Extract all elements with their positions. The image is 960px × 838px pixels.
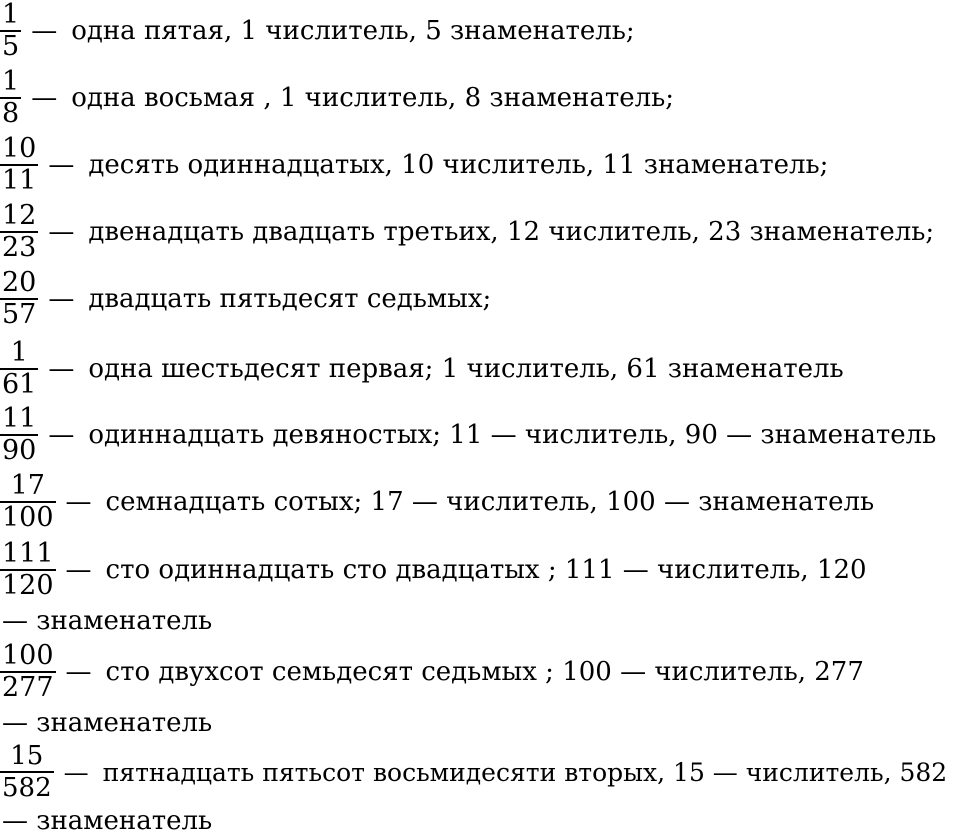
dash: —: [31, 83, 58, 113]
dash: —: [65, 657, 92, 687]
denominator: 23: [2, 232, 37, 263]
fraction-description: двадцать пятьдесят седьмых;: [88, 284, 492, 314]
dash: —: [48, 217, 75, 247]
numerator: 10: [2, 133, 37, 164]
fraction-row: [0, 201, 934, 263]
fraction-description: сто одиннадцать сто двадцатых ; 111 — числитель, 120: [105, 555, 867, 585]
fraction: [0, 67, 21, 129]
fraction-description: одна пятая, 1 числитель, 5 знаменатель;: [71, 16, 635, 46]
fraction-row: [0, 741, 947, 803]
fraction: [0, 641, 56, 703]
denominator: 120: [2, 570, 54, 601]
fraction: [0, 134, 38, 196]
fraction-description: пятнадцать пятьсот восьмидесяти вторых, 15 — числитель, 582: [102, 757, 948, 787]
fraction-row: [0, 539, 867, 601]
line-continuation: — знаменатель: [2, 806, 213, 836]
fraction-row: [0, 67, 674, 129]
dash: —: [48, 354, 75, 384]
fraction-row: [0, 641, 864, 703]
fraction-row: [0, 134, 828, 196]
dash: —: [65, 555, 92, 585]
fraction-description: одна восьмая , 1 числитель, 8 знаменатель;: [71, 83, 675, 113]
numerator: 15: [10, 741, 44, 771]
numerator: 12: [2, 200, 37, 231]
fraction-description: двенадцать двадцать третьих, 12 числитель, 23 знаменатель;: [88, 217, 935, 247]
dash: —: [48, 150, 75, 180]
numerator: 1: [2, 0, 20, 30]
denominator: 11: [2, 165, 37, 196]
numerator: 20: [2, 267, 37, 298]
denominator: 277: [2, 672, 54, 703]
fraction: [0, 0, 21, 62]
dash: —: [31, 16, 58, 46]
denominator: 8: [2, 98, 20, 129]
fraction: [0, 741, 54, 803]
denominator: 61: [2, 369, 37, 400]
line-continuation: — знаменатель: [2, 708, 213, 738]
dash: —: [48, 420, 75, 450]
numerator: 11: [2, 403, 37, 434]
denominator: 57: [2, 299, 37, 330]
fraction-description: одна шестьдесят первая; 1 числитель, 61 знаменатель: [88, 354, 844, 384]
denominator: 100: [2, 502, 54, 533]
denominator: 5: [2, 31, 20, 62]
dash: —: [63, 757, 89, 787]
fraction-row: [0, 0, 635, 62]
numerator: 100: [2, 640, 54, 671]
numerator: 1: [2, 66, 20, 97]
fraction-row: [0, 338, 844, 400]
fraction-description: десять одиннадцатых, 10 числитель, 11 знаменатель;: [88, 150, 829, 180]
denominator: 582: [2, 773, 52, 803]
fraction: [0, 539, 56, 601]
numerator: 111: [2, 538, 54, 569]
fraction: [0, 268, 38, 330]
fraction-description: семнадцать сотых; 17 — числитель, 100 — знаменатель: [105, 487, 875, 517]
fraction-description: одиннадцать девяностых; 11 — числитель, 90 — знаменатель: [88, 420, 937, 450]
numerator: 17: [10, 470, 45, 501]
fraction-description: сто двухсот семьдесят седьмых ; 100 — числитель, 277: [105, 657, 864, 687]
fraction: [0, 338, 38, 400]
fraction-row: [0, 404, 936, 466]
fraction: [0, 471, 56, 533]
line-continuation: — знаменатель: [2, 606, 213, 636]
dash: —: [65, 487, 92, 517]
numerator: 1: [10, 337, 28, 368]
denominator: 90: [2, 435, 37, 466]
fraction: [0, 404, 38, 466]
dash: —: [48, 284, 75, 314]
fraction-row: [0, 268, 491, 330]
fraction: [0, 201, 38, 263]
fraction-row: [0, 471, 874, 533]
